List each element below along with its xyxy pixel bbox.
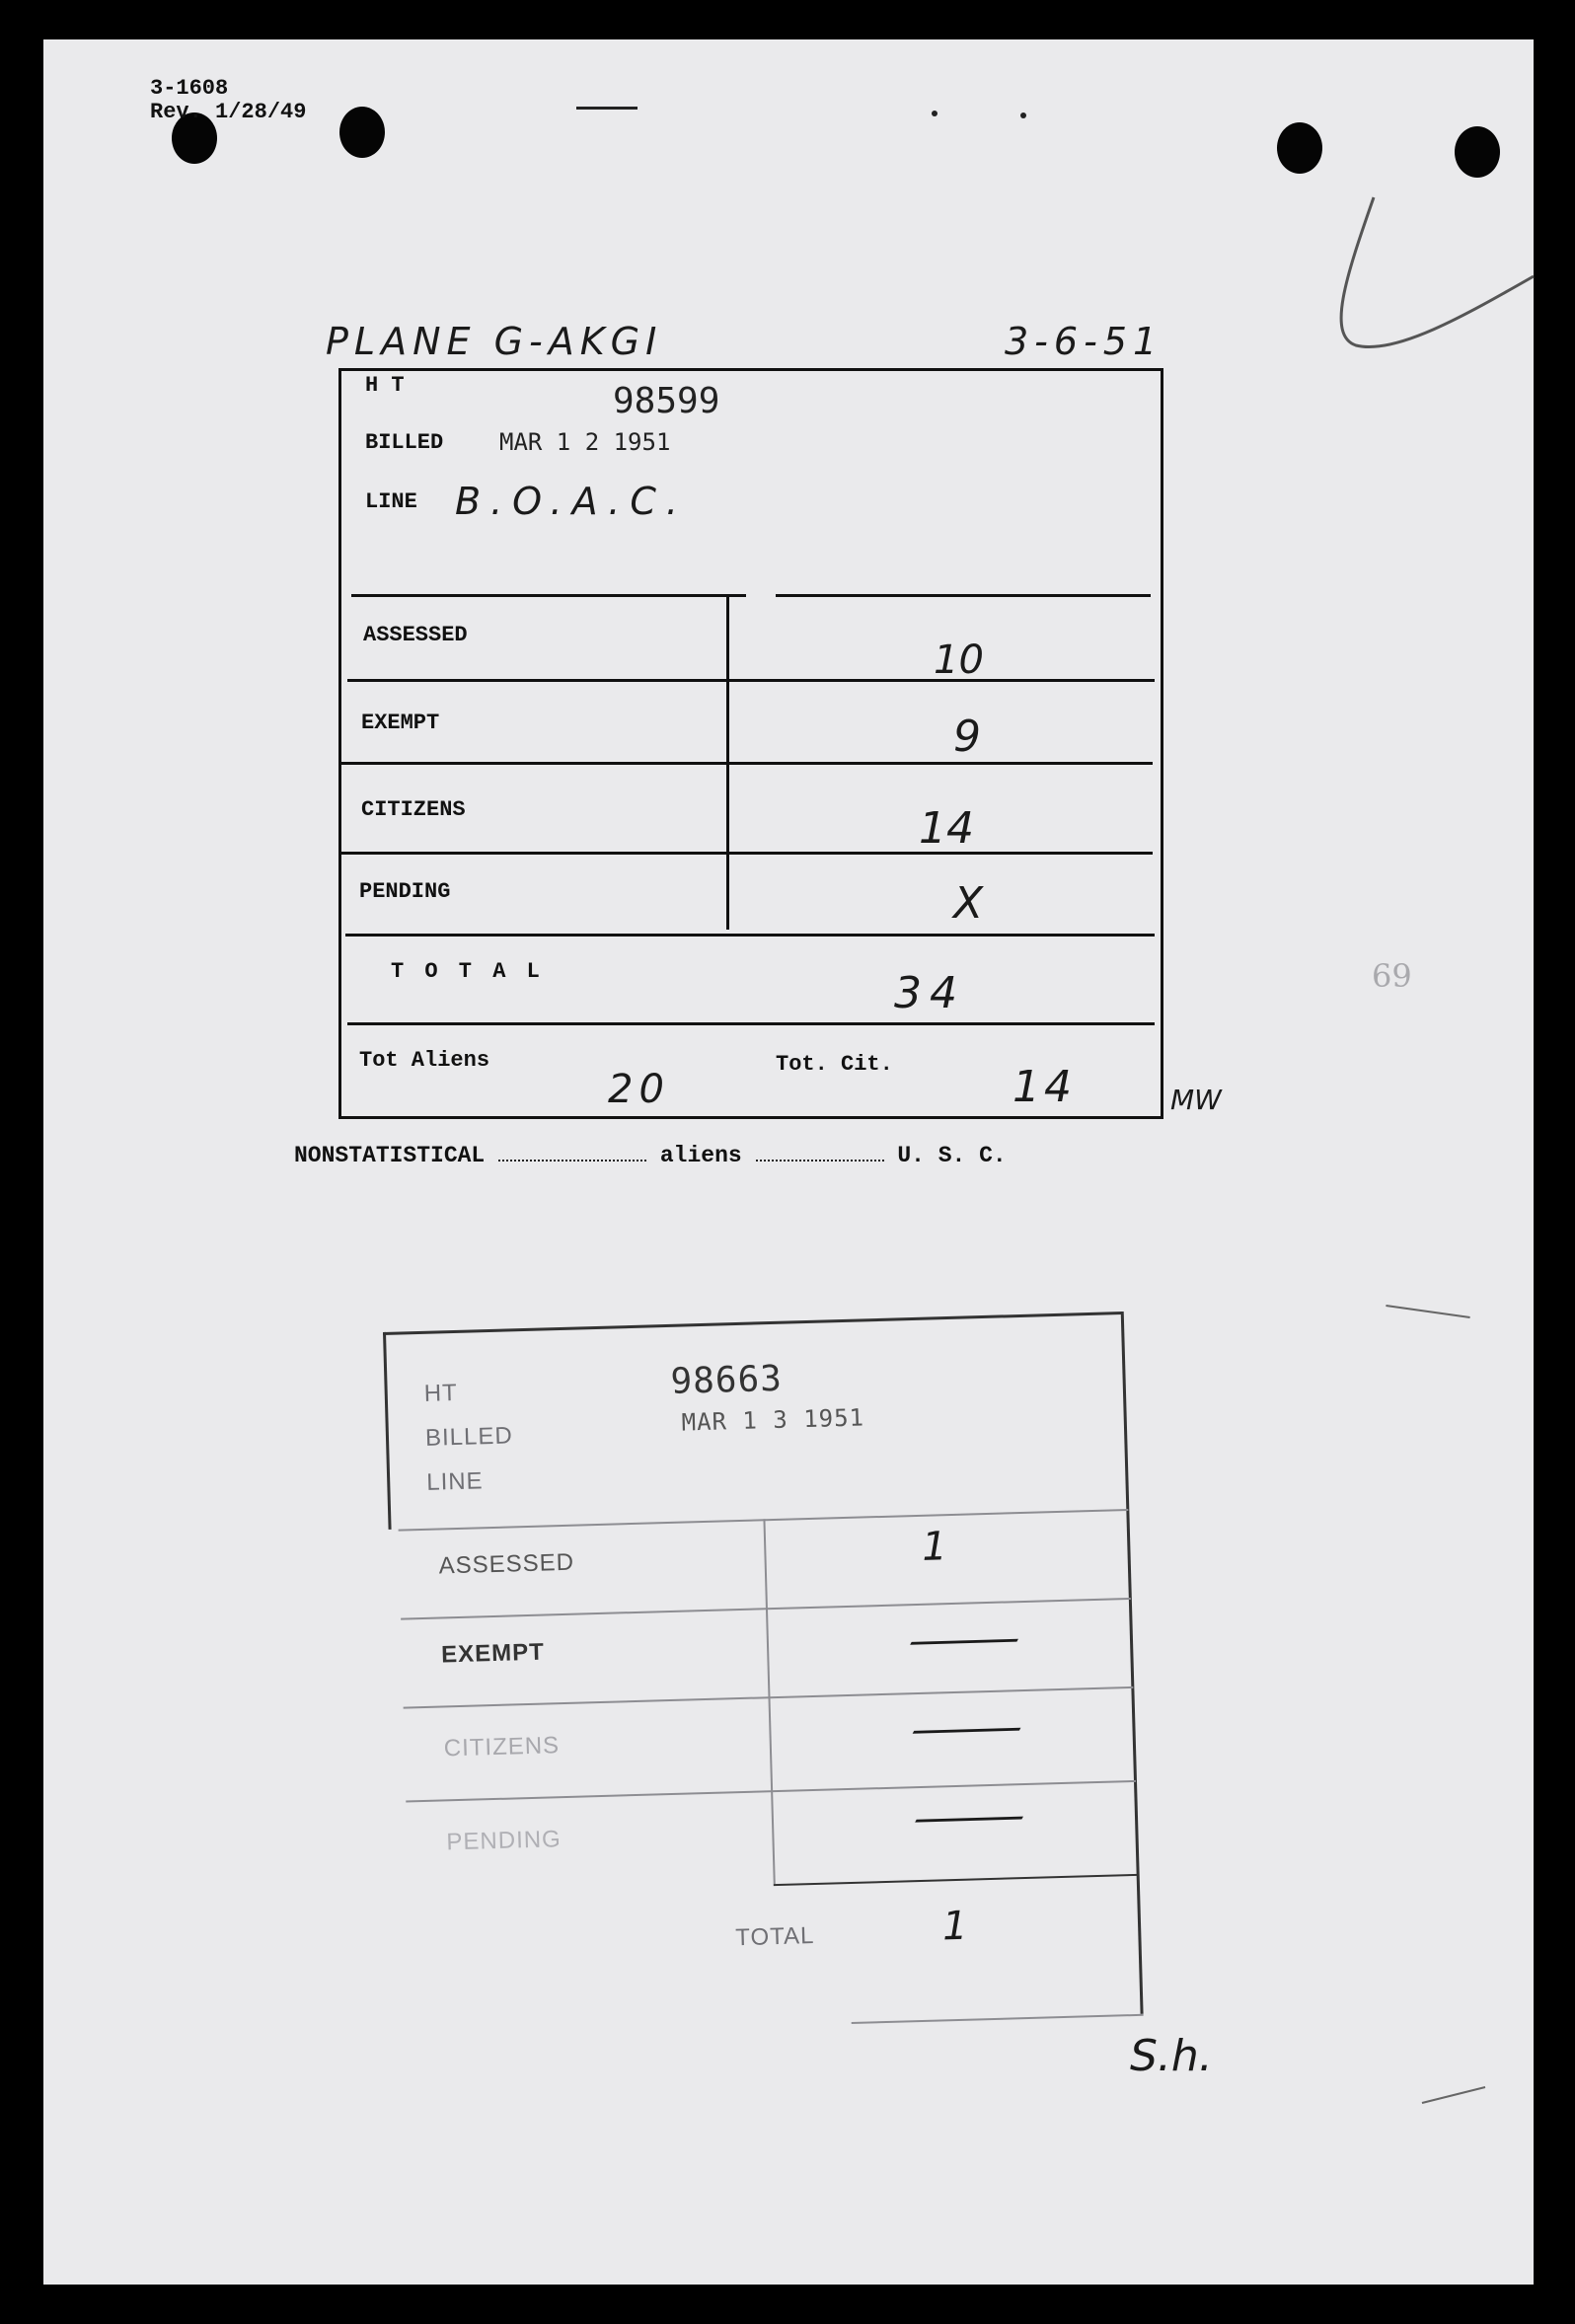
divider — [345, 934, 1155, 937]
line-value: B.O.A.C. — [455, 480, 688, 523]
stamp2-billed-label: BILLED — [424, 1422, 514, 1452]
exempt-label: EXEMPT — [361, 711, 440, 735]
plane-heading: PLANE G-AKGI — [326, 320, 663, 363]
divider — [351, 594, 746, 597]
usc-label: U. S. C. — [897, 1143, 1007, 1168]
stamp2-citizens-value: — — [906, 1703, 1027, 1754]
tot-cit-label: Tot. Cit. — [776, 1052, 893, 1077]
tot-aliens-value: 20 — [608, 1067, 670, 1112]
stamp2-billed-date: MAR 1 3 1951 — [681, 1403, 865, 1437]
assessed-value: 10 — [934, 637, 984, 683]
stamp2-total-value: 1 — [941, 1903, 969, 1950]
tot-aliens-label: Tot Aliens — [359, 1048, 490, 1073]
divider — [774, 1874, 1139, 1886]
divider — [341, 762, 1153, 765]
stamp2-total-label: TOTAL — [734, 1922, 815, 1952]
aliens-label: aliens — [659, 1143, 742, 1168]
stamp2-right-border — [1121, 1312, 1144, 2014]
line-label: LINE — [365, 489, 417, 514]
aliens-blank — [498, 1150, 646, 1162]
heading-date: 3-6-51 — [1005, 320, 1163, 363]
divider — [776, 594, 1151, 597]
assessed-label: ASSESSED — [363, 623, 468, 647]
form-number-line1: 3-1608 — [150, 76, 229, 101]
tot-cit-value: 14 — [1012, 1062, 1076, 1112]
inspection-stamp-2 — [383, 1311, 1182, 2035]
punch-hole-left-2 — [339, 107, 385, 158]
billed-date: MAR 1 2 1951 — [499, 428, 671, 456]
divider — [347, 679, 1155, 682]
total-label: T O T A L — [391, 959, 544, 984]
stamp2-assessed-label: ASSESSED — [438, 1548, 575, 1580]
stamp2-assessed-value: 1 — [921, 1524, 948, 1570]
stamp2-exempt-value: — — [904, 1615, 1024, 1665]
stamp2-citizens-label: CITIZENS — [443, 1732, 561, 1762]
nonstatistical-line — [294, 1143, 1007, 1168]
usc-blank — [756, 1150, 884, 1162]
inspection-stamp-1 — [338, 368, 1163, 1119]
column-divider — [763, 1519, 775, 1884]
top-mark — [932, 111, 938, 116]
citizens-value: 14 — [919, 803, 974, 854]
ht-label: H T — [365, 373, 405, 398]
pencil-mark — [1307, 158, 1543, 385]
stamp2-line-label: LINE — [425, 1467, 484, 1496]
form-number — [150, 77, 306, 124]
ht-number: 98599 — [613, 381, 720, 421]
top-mark — [576, 107, 638, 110]
stamp2-pending-value: — — [909, 1792, 1029, 1842]
form-number-line2: Rev. 1/28/49 — [150, 100, 307, 124]
divider — [347, 1022, 1155, 1025]
nonstatistical-label: NONSTATISTICAL — [294, 1143, 486, 1168]
stamp2-pending-label: PENDING — [446, 1826, 562, 1856]
exempt-value: 9 — [953, 712, 981, 762]
total-value: 34 — [894, 968, 965, 1018]
initials-2: S.h. — [1130, 2031, 1213, 2081]
page-number: 69 — [1372, 957, 1412, 995]
stamp2-ht-label: HT — [423, 1379, 459, 1407]
stamp2-ht-number: 98663 — [669, 1358, 784, 1402]
citizens-label: CITIZENS — [361, 797, 466, 822]
divider — [341, 852, 1153, 855]
billed-label: BILLED — [365, 430, 444, 455]
stamp2-exempt-label: EXEMPT — [440, 1638, 546, 1669]
initials-1: MW — [1170, 1084, 1222, 1116]
pending-label: PENDING — [359, 879, 451, 904]
top-mark — [1020, 112, 1026, 118]
pending-value: X — [953, 878, 984, 929]
